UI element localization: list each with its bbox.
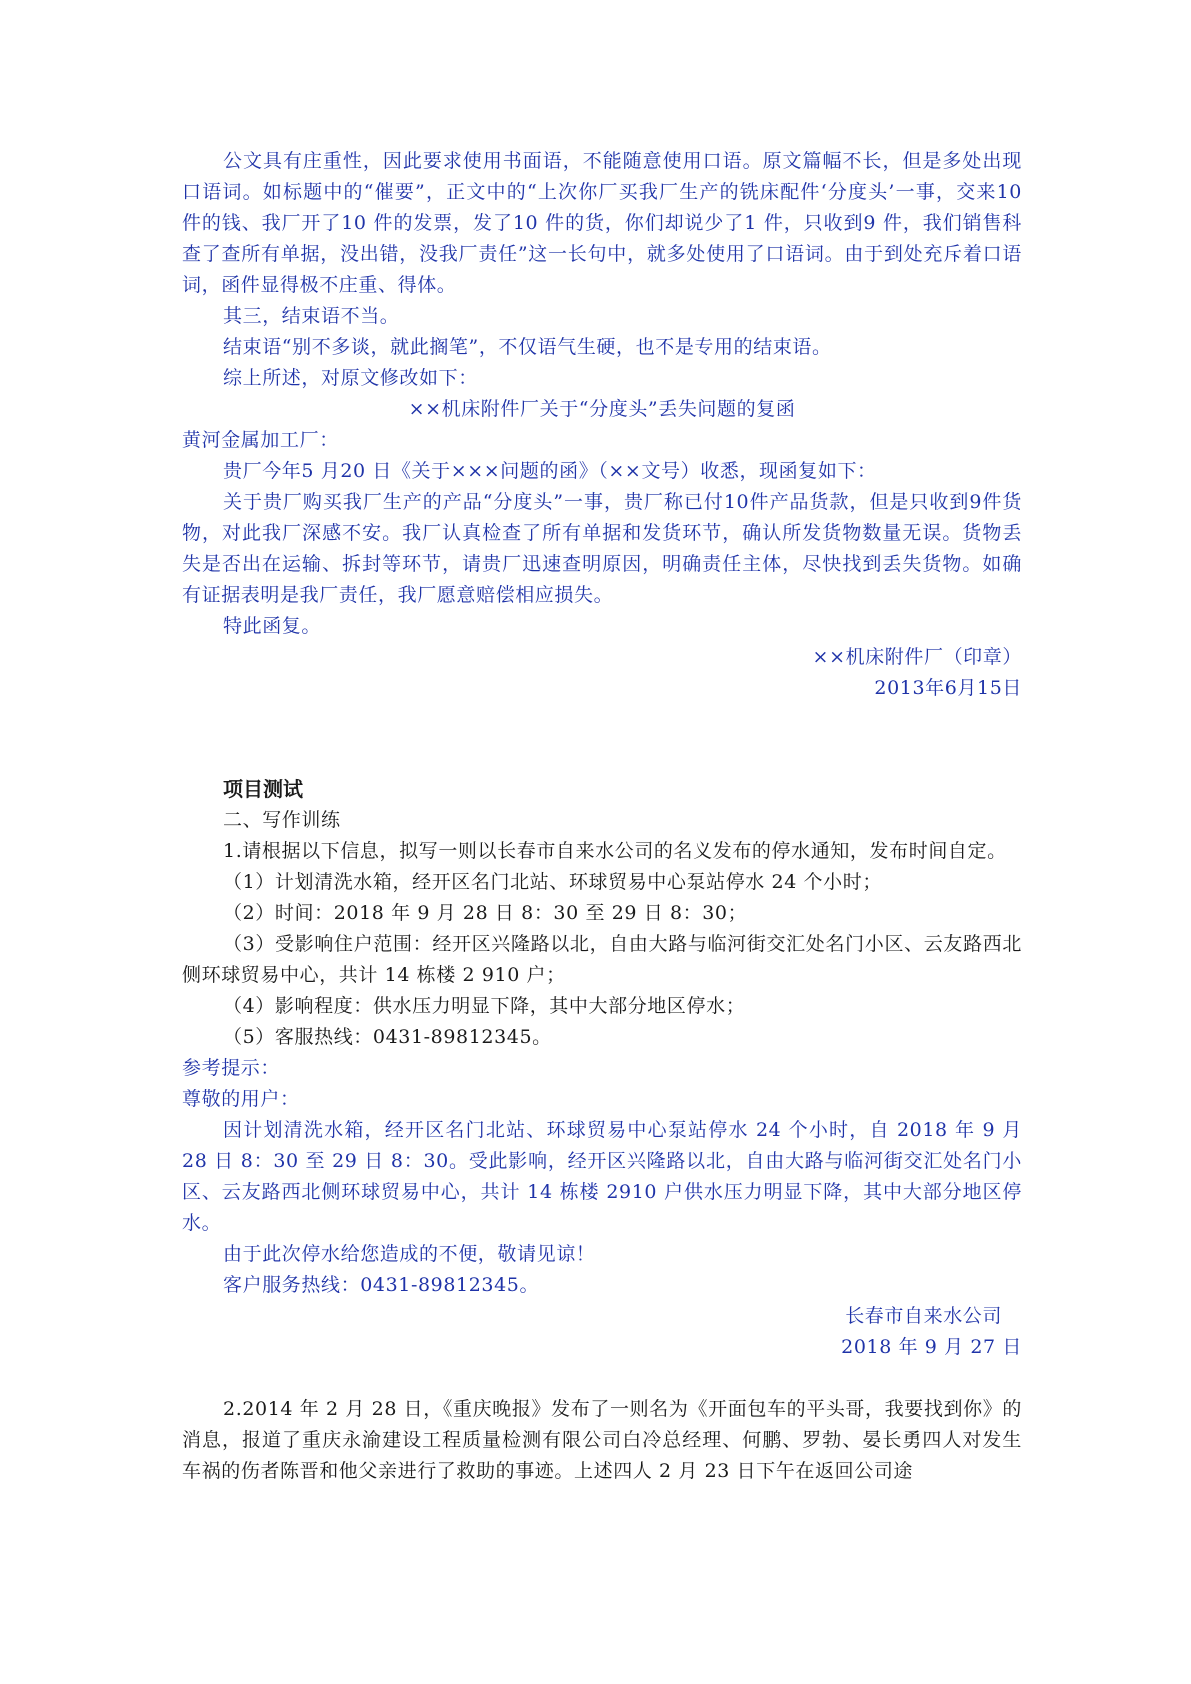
question-two: 2.2014 年 2 月 28 日，《重庆晚报》发布了一则名为《开面包车的平头哥，我要找到你》的消息，报道了重庆永渝建设工程质量检测有限公司白冷总经理、何鹏、罗勃、晏长勇四人对发生车祸的伤者陈晋和他父亲进行了救助的事迹。上述四人 2 月 23 日下午在返回公司途 <box>182 1398 1022 1482</box>
point-three: 其三，结束语不当。 <box>223 305 400 327</box>
letter-signature: ××机床附件厂（印章） <box>812 646 1022 668</box>
letter-opening: 贵厂今年5 月20 日《关于×××问题的函》（××文号）收悉，现函复如下： <box>223 460 877 482</box>
letter-title: ××机床附件厂关于“分度头”丢失问题的复函 <box>408 398 796 420</box>
notice-date: 2018 年 9 月 27 日 <box>841 1336 1022 1358</box>
letter-date: 2013年6月15日 <box>874 677 1022 699</box>
hint-label: 参考提示： <box>182 1057 281 1079</box>
letter-body: 关于贵厂购买我厂生产的产品“分度头”一事，贵厂称已付10件产品货款，但是只收到9件货物，对此我厂深感不安。我厂认真检查了所有单据和发货环节，确认所发货物数量无误。货物丢失是否出在运输、拆封等环节，请贵厂迅速查明原因，明确责任主体，尽快找到丢失货物。如确有证据表明是我厂责任，我厂愿意赔偿相应损失。 <box>182 491 1022 606</box>
notice-body: 因计划清洗水箱，经开区名门北站、环球贸易中心泵站停水 24 个小时，自 2018 年 9 月 28 日 8：30 至 29 日 8：30。受此影响，经开区兴隆路以北，自由大路与临河街交汇处名门小区、云友路西北侧环球贸易中心，共计 14 栋楼 2910 户供水压力明显下降，其中大部分地区停水。 <box>182 1119 1022 1234</box>
spacer <box>182 1363 1022 1394</box>
notice-greeting: 尊敬的用户： <box>182 1088 300 1110</box>
notice-hotline: 客户服务热线：0431-89812345。 <box>223 1274 540 1296</box>
notice-apology: 由于此次停水给您造成的不便，敬请见谅！ <box>223 1243 596 1265</box>
info-item: （2）时间：2018 年 9 月 28 日 8：30 至 29 日 8：30； <box>223 902 748 924</box>
letter-closing: 特此函复。 <box>223 615 322 637</box>
section-heading: 项目测试 <box>223 777 303 801</box>
info-item: （1）计划清洗水箱，经开区名门北站、环球贸易中心泵站停水 24 个小时； <box>223 871 882 893</box>
analysis-paragraph: 公文具有庄重性，因此要求使用书面语，不能随意使用口语。原文篇幅不长，但是多处出现口语词。如标题中的“催要”，正文中的“上次你厂买我厂生产的铣床配件‘分度头’一事，交来10 件的钱、我厂开了10 件的发票，发了10 件的货，你们却说少了1 件，只收到9 件，我们销售科查了查所有单据，没出错，没我厂责任”这一长句中，就多处使用了口语词。由于到处充斥着口语词，函件显得极不庄重、得体。 <box>182 150 1022 296</box>
closing-analysis: 结束语“别不多谈，就此搁笔”，不仅语气生硬，也不是专用的结束语。 <box>223 336 832 358</box>
notice-signature: 长春市自来水公司 <box>845 1305 1002 1327</box>
analysis-section <box>182 146 1022 704</box>
letter-recipient: 黄河金属加工厂： <box>182 429 339 451</box>
question-one: 1.请根据以下信息，拟写一则以长春市自来水公司的名义发布的停水通知，发布时间自定。 <box>223 840 1007 862</box>
info-item: （4）影响程度：供水压力明显下降，其中大部分地区停水； <box>223 995 746 1017</box>
info-item: （5）客服热线：0431-89812345。 <box>223 1026 552 1048</box>
summary-line: 综上所述，对原文修改如下： <box>223 367 478 389</box>
project-test-section <box>182 774 1022 1487</box>
info-item: （3）受影响住户范围：经开区兴隆路以北，自由大路与临河街交汇处名门小区、云友路西北侧环球贸易中心，共计 14 栋楼 2 910 户； <box>182 933 1022 986</box>
section-subheading: 二、写作训练 <box>223 809 341 831</box>
